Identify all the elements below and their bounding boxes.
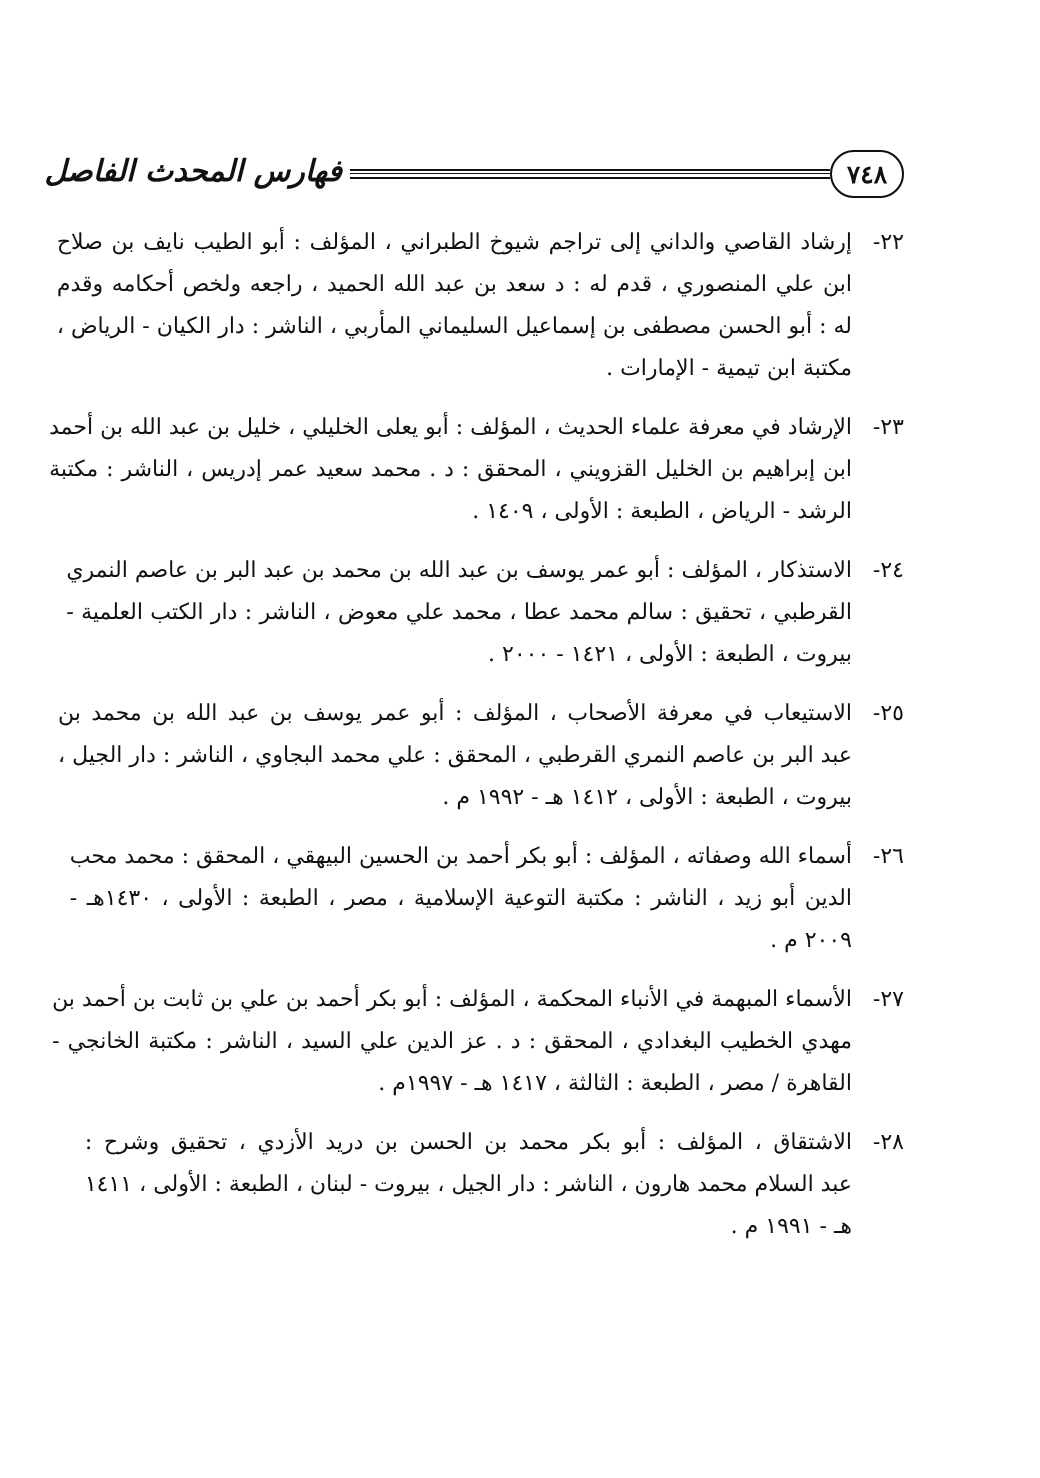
entry-text [70,836,852,962]
entry-line: عبد السلام محمد هارون ، الناشر : دار الجيل ، بيروت - لبنان ، الطبعة : الأولى ، ١٤١١ [84,1172,852,1197]
entry-number: ٢٦- [872,844,904,869]
bibliography-entry [56,222,904,390]
entry-text [49,407,852,533]
entry-line: ابن علي المنصوري ، قدم له : د سعد بن عبد الله الحميد ، راجعه ولخص أحكامه وقدم [56,272,852,297]
entry-text [52,979,852,1105]
entry-line: القاهرة / مصر ، الطبعة : الثالثة ، ١٤١٧ هـ - ١٩٩٧م . [378,1071,852,1096]
entry-line: الأسماء المبهمة في الأنباء المحكمة ، المؤلف : أبو بكر أحمد بن علي بن ثابت بن أحمد بن [52,987,852,1012]
entry-line: أسماء الله وصفاته ، المؤلف : أبو بكر أحمد بن الحسين البيهقي ، المحقق : محمد محب [69,844,852,869]
entry-text [66,550,852,676]
entry-line: هـ - ١٩٩١ م . [730,1214,852,1239]
page-header [44,150,904,206]
entry-number: ٢٤- [872,558,904,583]
page-number: ٧٤٨ [846,159,888,189]
entry-number: ٢٢- [872,230,904,255]
entry-line: مكتبة ابن تيمية - الإمارات . [606,356,852,381]
entry-line: مهدي الخطيب البغدادي ، المحقق : د . عز الدين علي السيد ، الناشر : مكتبة الخانجي - [52,1029,852,1054]
entry-number: ٢٨- [872,1130,904,1155]
entry-line: بيروت ، الطبعة : الأولى ، ١٤١٢ هـ - ١٩٩٢ م . [442,785,852,810]
entry-line: عبد البر بن عاصم النمري القرطبي ، المحقق : علي محمد البجاوي ، الناشر : دار الجيل ، [57,743,852,768]
entry-line: الاستيعاب في معرفة الأصحاب ، المؤلف : أبو عمر يوسف بن عبد الله بن محمد بن [57,701,852,726]
entry-line: القرطبي ، تحقيق : سالم محمد عطا ، محمد علي معوض ، الناشر : دار الكتب العلمية - [66,600,852,625]
entry-number: ٢٧- [872,987,904,1012]
bibliography-entry [69,836,904,962]
entry-line: إرشاد القاصي والداني إلى تراجم شيوخ الطبراني ، المؤلف : أبو الطيب نايف بن صلاح [56,230,852,255]
header-divider [350,169,830,179]
bibliography-list [49,222,904,1265]
bibliography-entry [84,1122,904,1248]
entry-line: الدين أبو زيد ، الناشر : مكتبة التوعية الإسلامية ، مصر ، الطبعة : الأولى ، ١٤٣٠هـ - [69,886,852,911]
entry-text [58,693,852,819]
entry-number: ٢٣- [872,415,904,440]
bibliography-entry [52,979,904,1105]
entry-line: الرشد - الرياض ، الطبعة : الأولى ، ١٤٠٩ . [472,499,852,524]
book-title: فهارس المحدث الفاصل [44,154,342,189]
bibliography-entry [66,550,904,676]
entry-line: الاشتقاق ، المؤلف : أبو بكر محمد بن الحسن بن دريد الأزدي ، تحقيق وشرح : [84,1130,852,1155]
entry-line: ابن إبراهيم بن الخليل القزويني ، المحقق : د . محمد سعيد عمر إدريس ، الناشر : مكتبة [49,457,852,482]
entry-line: الاستذكار ، المؤلف : أبو عمر يوسف بن عبد الله بن محمد بن عبد البر بن عاصم النمري [66,558,852,583]
entry-text [57,222,852,390]
entry-line: الإرشاد في معرفة علماء الحديث ، المؤلف : أبو يعلى الخليلي ، خليل بن عبد الله بن أحمد [49,415,852,440]
entry-line: ٢٠٠٩ م . [770,928,852,953]
entry-line: بيروت ، الطبعة : الأولى ، ١٤٢١ - ٢٠٠٠ . [488,642,852,667]
entry-text [85,1122,852,1248]
entry-number: ٢٥- [872,701,904,726]
bibliography-entry [49,407,904,533]
page-number-badge [830,150,904,198]
bibliography-entry [57,693,904,819]
entry-line: له : أبو الحسن مصطفى بن إسماعيل السليماني المأربي ، الناشر : دار الكيان - الرياض ، [56,314,852,339]
